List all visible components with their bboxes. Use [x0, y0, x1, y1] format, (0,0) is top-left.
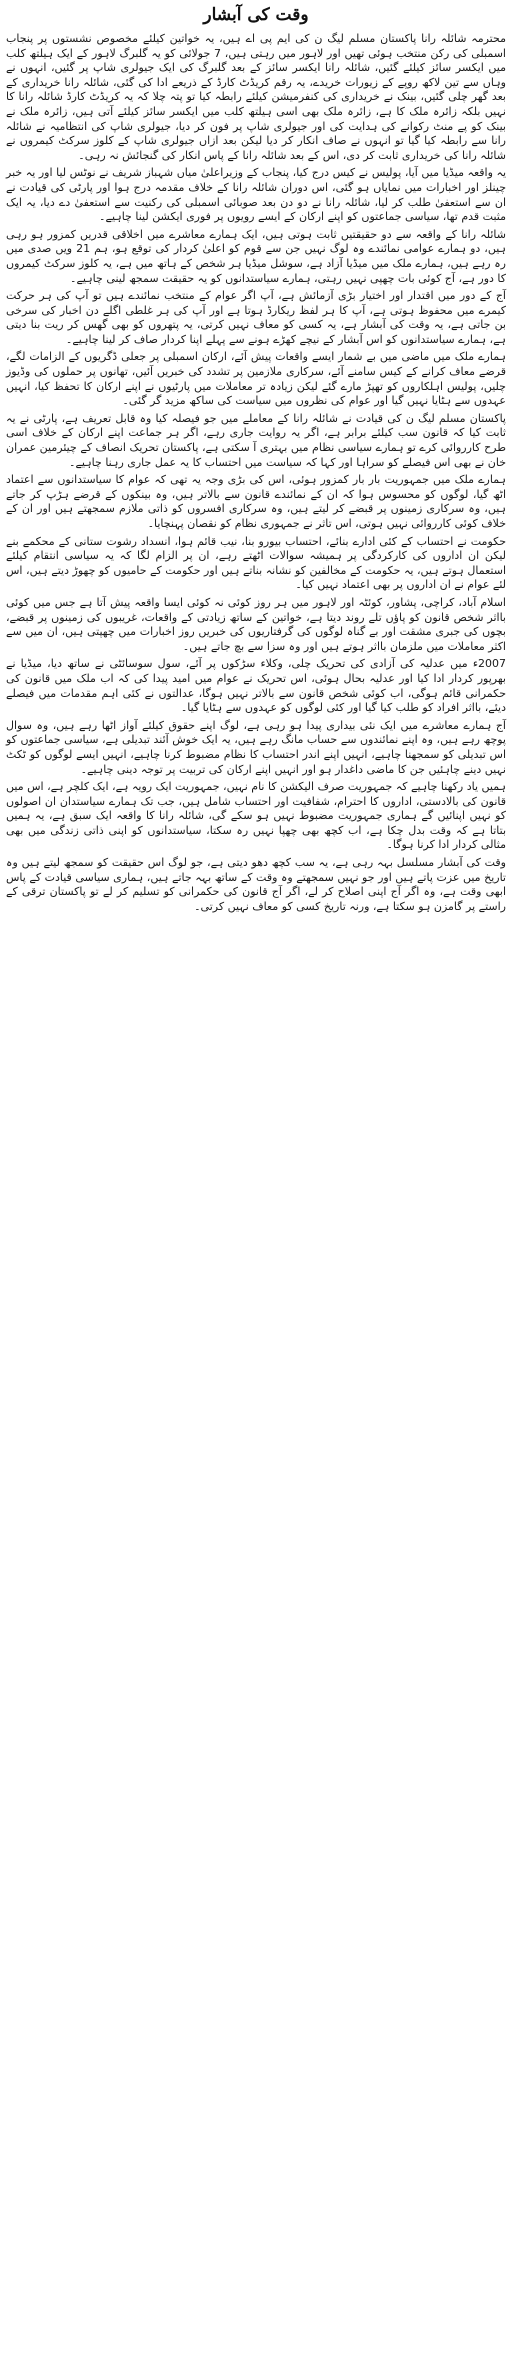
paragraph: آج ہمارے معاشرے میں ایک نئی بیداری پیدا ہو رہی ہے، لوگ اپنے حقوق کیلئے آواز اٹھا رہے ہیں، وہ سوال پوچھ رہے ہیں، وہ اپنے نمائندوں سے حساب مانگ رہے ہیں، یہ ایک خوش آئند تبدیلی ہے، سیاسی جماعتوں کو اس تبدیلی کو سمجھنا چاہیے، انہیں اپنے اندر احتساب کا نظام مضبوط کرنا چاہیے، انہیں ایسے لوگوں کو ٹکٹ نہیں دینے چاہئیں جن کا ماضی داغدار ہو اور انہیں اپنے ارکان کی تربیت پر توجہ دینی چاہیے۔ — [6, 718, 506, 776]
paragraph: شائلہ رانا کے واقعہ سے دو حقیقتیں ثابت ہوتی ہیں، ایک ہمارے معاشرے میں اخلاقی قدریں کمزور ہو رہی ہیں، دو ہمارے عوامی نمائندے وہ لوگ نہیں جن سے قوم کو اعلیٰ کردار کی توقع ہو، ہم 21 ویں صدی میں رہ رہے ہیں، ہمارے ملک میں میڈیا آزاد ہے، سوشل میڈیا ہر شخص کے ہاتھ میں ہے، یہ کلوز سرکٹ کیمروں کا دور ہے، آج کوئی بات چھپی نہیں رہتی، ہمارے سیاستدانوں کو یہ حقیقت سمجھ لینی چاہیے۔ — [6, 227, 506, 285]
paragraph: یہ واقعہ میڈیا میں آیا، پولیس نے کیس درج کیا، پنجاب کے وزیراعلیٰ میاں شہباز شریف نے نوٹس لیا اور یہ خبر چینلز اور اخبارات میں نمایاں ہو گئی، اس دوران شائلہ رانا کے خلاف مقدمہ درج ہوا اور پارٹی کی قیادت نے ان سے استعفیٰ طلب کر لیا، شائلہ رانا نے دو دن بعد صوبائی اسمبلی کی رکنیت سے استعفیٰ دے دیا، یہ ایک مثبت قدم تھا، سیاسی جماعتوں کو اپنے ارکان کے ایسے رویوں پر فوری ایکشن لینا چاہیے۔ — [6, 166, 506, 224]
paragraph: ہمارے ملک میں ماضی میں بے شمار ایسے واقعات پیش آئے، ارکان اسمبلی پر جعلی ڈگریوں کے الزامات لگے، قرضے معاف کرانے کے کیس سامنے آئے، سرکاری ملازمین پر تشدد کی خبریں آئیں، تھانوں پر حملوں کی وڈیوز چلیں، پولیس اہلکاروں کو تھپڑ مارے گئے لیکن زیادہ تر معاملات میں پارٹیوں نے اپنے ارکان کا تحفظ کیا، انہیں عہدوں سے ہٹایا نہیں گیا اور عوام کی نظروں میں سیاست کی ساکھ مزید گر گئی۔ — [6, 350, 506, 408]
paragraph: اسلام آباد، کراچی، پشاور، کوئٹہ اور لاہور میں ہر روز کوئی نہ کوئی ایسا واقعہ پیش آتا ہے جس میں کوئی بااثر شخص قانون کو پاؤں تلے روند دیتا ہے، خواتین کے ساتھ زیادتی کے واقعات، غریبوں کی زمینوں پر قبضے، بچوں کی جبری مشقت اور بے گناہ لوگوں کی گرفتاریوں کی خبریں روز اخبارات میں چھپتی ہیں، ان میں سے اکثر معاملات میں ملزمان بااثر ہوتے ہیں اور وہ سزا سے بچ جاتے ہیں۔ — [6, 595, 506, 653]
paragraph: ہمیں یاد رکھنا چاہیے کہ جمہوریت صرف الیکشن کا نام نہیں، جمہوریت ایک رویہ ہے، ایک کلچر ہے، اس میں قانون کی بالادستی، اداروں کا احترام، شفافیت اور احتساب شامل ہیں، جب تک ہمارے سیاستدان ان اصولوں کو نہیں اپنائیں گے ہماری جمہوریت مضبوط نہیں ہو سکے گی، شائلہ رانا کا واقعہ ایک سبق ہے، یہ ہمیں بتاتا ہے کہ وقت بدل چکا ہے، اب کچھ بھی چھپا نہیں رہ سکتا، سیاستدانوں کو اپنی ذاتی زندگی میں بھی مثالی کردار ادا کرنا ہوگا۔ — [6, 780, 506, 852]
paragraph: محترمہ شائلہ رانا پاکستان مسلم لیگ ن کی ایم پی اے ہیں، یہ خواتین کیلئے مخصوص نشستوں پر پنجاب اسمبلی کی رکن منتخب ہوئی تھیں اور لاہور میں رہتی ہیں، 7 جولائی کو یہ گلبرگ لاہور کے ایک ہیلتھ کلب میں ایکسر سائز کیلئے گئیں، شائلہ رانا ایکسر سائز کے بعد گلبرگ کی ایک جیولری شاپ پر گئیں، انہوں نے وہاں سے تین لاکھ روپے کے زیورات خریدے، یہ رقم کریڈٹ کارڈ کے ذریعے ادا کی گئی، شائلہ رانا خریداری کے بعد گھر چلی گئیں، بینک نے خریداری کی کنفرمیشن کیلئے رابطہ کیا تو پتہ چلا کہ یہ کریڈٹ کارڈ شائلہ رانا کا نہیں بلکہ زائرہ ملک کا ہے، زائرہ ملک بھی اسی ہیلتھ کلب میں ایکسر سائز کیلئے آتی ہیں، زائرہ ملک نے بینک کو پے منٹ رکوانے کی ہدایت کی اور جیولری شاپ پر فون کر دیا، جیولری شاپ کی انتظامیہ نے شائلہ رانا سے رابطہ کیا گیا تو انہوں نے صاف انکار کر دیا لیکن بعد ازاں جیولری شاپ کے کلوز سرکٹ کیمروں نے شائلہ رانا کی خریداری ثابت کر دی، اس کے بعد شائلہ رانا کے پاس انکار کی گنجائش نہ رہی۔ — [6, 32, 506, 162]
paragraph: پاکستان مسلم لیگ ن کی قیادت نے شائلہ رانا کے معاملے میں جو فیصلہ کیا وہ قابل تعریف ہے، پارٹی نے یہ ثابت کیا کہ قانون سب کیلئے برابر ہے، اگر یہ روایت جاری رہے، اگر ہر جماعت اپنے ارکان کے خلاف اسی طرح کارروائی کرے تو ہمارے سیاسی نظام میں بہتری آ سکتی ہے، پاکستان تحریک انصاف کے چیئرمین عمران خان نے بھی اس فیصلے کو سراہا اور کہا کہ سیاست میں احتساب کا یہ عمل جاری رہنا چاہیے۔ — [6, 411, 506, 469]
article-title: وقت کی آبشار — [203, 5, 309, 25]
paragraph: حکومت نے احتساب کے کئی ادارے بنائے، احتساب بیورو بنا، نیب قائم ہوا، انسداد رشوت ستانی کے محکمے بنے لیکن ان اداروں کی کارکردگی پر ہمیشہ سوالات اٹھتے رہے، ان پر الزام لگا کہ یہ سیاسی انتقام کیلئے استعمال ہوتے ہیں، یہ حکومت کے مخالفین کو نشانہ بناتے ہیں اور حکومت کے حامیوں کو چھوڑ دیتے ہیں، اس لئے عوام نے ان اداروں پر بھی اعتماد نہیں کیا۔ — [6, 534, 506, 592]
paragraph: وقت کی آبشار مسلسل بہہ رہی ہے، یہ سب کچھ دھو دیتی ہے، جو لوگ اس حقیقت کو سمجھ لیتے ہیں وہ تاریخ میں عزت پاتے ہیں اور جو نہیں سمجھتے وہ وقت کے ساتھ بہہ جاتے ہیں، ہماری سیاسی قیادت کے پاس ابھی وقت ہے، وہ اگر آج اپنی اصلاح کر لے، اگر آج قانون کی حکمرانی کو تسلیم کر لے تو پاکستان ترقی کے راستے پر گامزن ہو سکتا ہے، ورنہ تاریخ کسی کو معاف نہیں کرتی۔ — [6, 856, 506, 913]
article-body — [6, 32, 506, 914]
paragraph: آج کے دور میں اقتدار اور اختیار بڑی آزمائش ہے، آپ اگر عوام کے منتخب نمائندے ہیں تو آپ کی ہر حرکت کیمرے میں محفوظ ہوتی ہے، آپ کا ہر لفظ ریکارڈ ہوتا ہے اور آپ کی ہر غلطی اگلے دن اخبار کی سرخی بن جاتی ہے، یہ وقت کی آبشار ہے، یہ کسی کو معاف نہیں کرتی، یہ پتھروں کو بھی گھس کر ریت بنا دیتی ہے، ہمارے سیاستدانوں کو اس آبشار کے نیچے کھڑے ہونے سے پہلے اپنا کردار صاف کر لینا چاہیے۔ — [6, 289, 506, 346]
paragraph: ہمارے ملک میں جمہوریت بار بار کمزور ہوئی، اس کی بڑی وجہ یہ تھی کہ عوام کا سیاستدانوں سے اعتماد اٹھ گیا، لوگوں کو محسوس ہوا کہ ان کے نمائندے قانون سے بالاتر ہیں، وہ بینکوں کے قرضے ہڑپ کر جاتے ہیں، وہ سرکاری زمینوں پر قبضے کر لیتے ہیں، وہ سرکاری افسروں کو ذاتی ملازم سمجھتے ہیں اور ان کے خلاف کوئی کارروائی نہیں ہوتی، اس تاثر نے جمہوری نظام کو نقصان پہنچایا۔ — [6, 473, 506, 530]
paragraph: 2007ء میں عدلیہ کی آزادی کی تحریک چلی، وکلاء سڑکوں پر آئے، سول سوسائٹی نے ساتھ دیا، میڈیا نے بھرپور کردار ادا کیا اور عدلیہ بحال ہوئی، اس تحریک نے عوام میں امید پیدا کی کہ اب ملک میں قانون کی حکمرانی قائم ہوگی، اب کوئی شخص قانون سے بالاتر نہیں ہوگا، عدالتوں نے کئی اہم مقدمات میں فیصلے دیئے، بااثر افراد کو طلب کیا گیا اور کئی لوگوں کو عہدوں سے ہٹایا گیا۔ — [6, 657, 506, 715]
